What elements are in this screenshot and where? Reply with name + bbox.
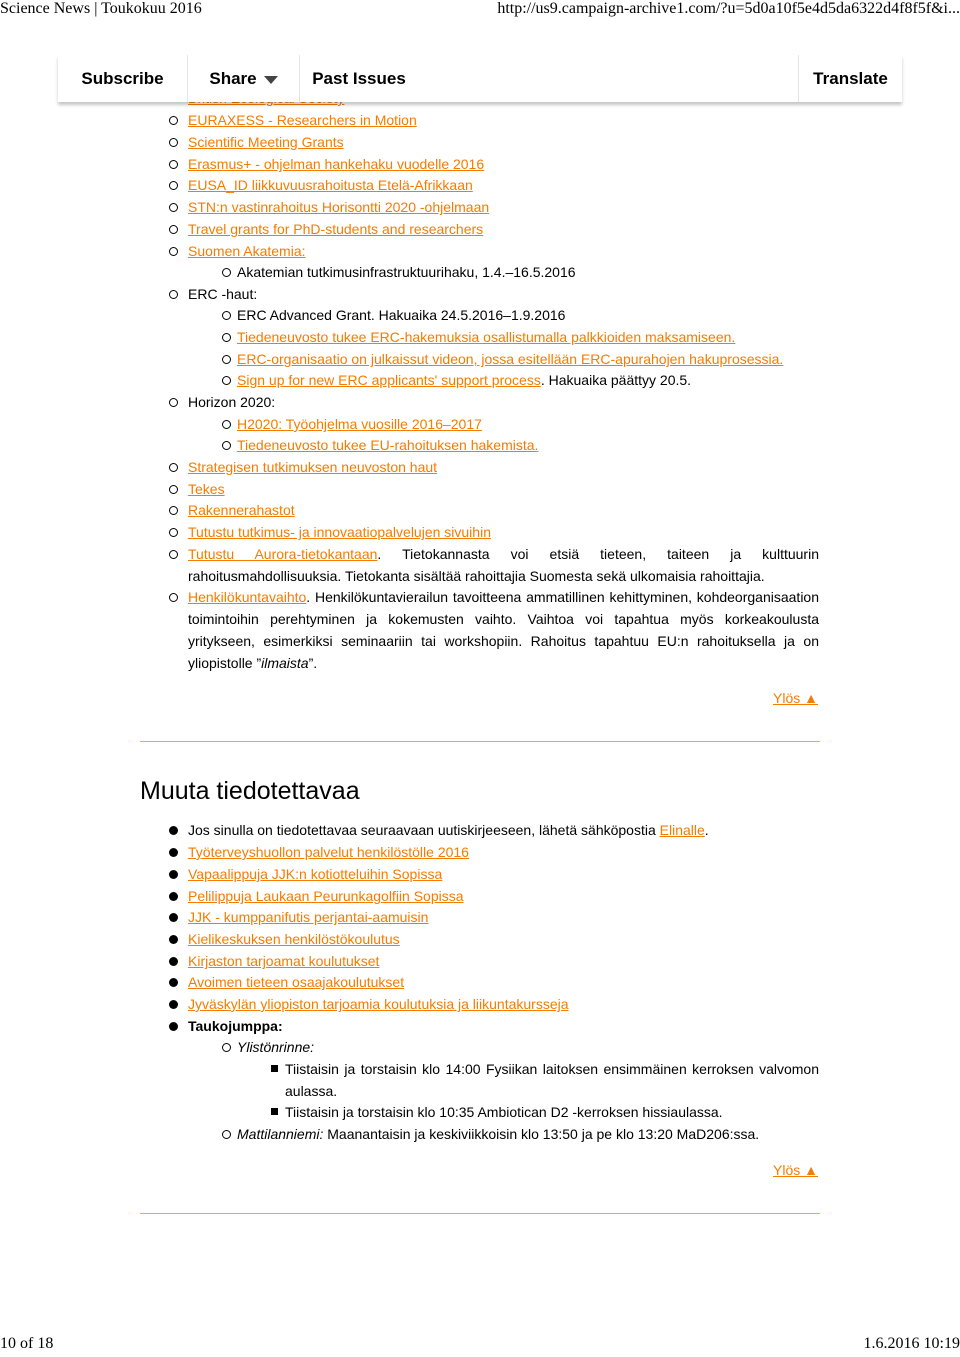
past-issues-label: Past Issues	[312, 68, 406, 88]
list-bullet	[169, 978, 178, 987]
erc-signup-text: . Hakuaika päättyy 20.5.	[540, 372, 692, 388]
section-divider	[140, 741, 820, 742]
staff-exchange-end: ”.	[308, 655, 318, 671]
list-bullet	[169, 116, 178, 125]
list-bullet	[169, 892, 178, 901]
past-issues-button[interactable]	[300, 55, 418, 102]
print-datetime: 1.6.2016 10:19	[863, 1335, 960, 1352]
list-bullet	[271, 1065, 278, 1072]
list-bullet	[271, 1108, 278, 1115]
list-bullet	[222, 1130, 231, 1139]
list-bullet	[169, 870, 178, 879]
funding-link-erasmus[interactable]: Erasmus+ - ohjelman hankehaku vuodelle 2016	[188, 156, 485, 172]
subscribe-button[interactable]	[58, 55, 188, 102]
aurora-link[interactable]: Tutustu Aurora-tietokantaan	[188, 546, 378, 562]
mattilanniemi-text: Maanantaisin ja keskiviikkoisin klo 13:50 ja pe klo 13:20 MaD206:ssa.	[323, 1126, 760, 1142]
horizon-label: Horizon 2020:	[188, 394, 276, 410]
print-page-title: Science News | Toukokuu 2016	[0, 0, 202, 17]
list-bullet	[169, 181, 178, 190]
mattilanniemi-label: Mattilanniemi:	[237, 1126, 324, 1142]
list-bullet	[169, 290, 178, 299]
erc-advanced-grant: ERC Advanced Grant. Hakuaika 24.5.2016–1.9.2016	[237, 307, 566, 323]
list-bullet	[169, 225, 178, 234]
contact-info-end: .	[704, 822, 709, 838]
contact-info-text: Jos sinulla on tiedotettavaa seuraavaan uutiskirjeeseen, lähetä sähköpostia	[188, 822, 660, 838]
list-bullet	[222, 420, 231, 429]
list-bullet	[169, 957, 178, 966]
akatemia-sub-item: Akatemian tutkimusinfrastruktuurihaku, 1.4.–16.5.2016	[237, 264, 576, 280]
funding-link-eusa[interactable]: EUSA_ID liikkuvuusrahoitusta Etelä-Afrikkaan	[188, 177, 473, 193]
list-bullet	[169, 485, 178, 494]
list-bullet	[169, 247, 178, 256]
erc-video-link[interactable]: ERC-organisaatio on julkaissut videon, jossa esitellään ERC-apurahojen hakuprosessia.	[237, 351, 784, 367]
muuta-link-tyoterveys[interactable]: Työterveyshuollon palvelut henkilöstölle 2016	[188, 844, 469, 860]
list-bullet	[169, 1022, 178, 1031]
list-bullet	[222, 333, 231, 342]
funding-link-stn[interactable]: STN:n vastinrahoitus Horisontti 2020 -ohjelmaan	[188, 199, 490, 215]
ylistonrinne-schedule-2: Tiistaisin ja torstaisin klo 10:35 Ambiotican D2 -kerroksen hissiaulassa.	[285, 1104, 723, 1120]
section-title-muuta: Muuta tiedotettavaa	[140, 777, 360, 805]
aurora-paragraph	[188, 543, 819, 587]
erc-signup-item	[237, 372, 691, 389]
list-bullet	[222, 268, 231, 277]
list-bullet	[222, 1043, 231, 1052]
tekes-link[interactable]: Tekes	[188, 481, 225, 497]
muuta-link-golf[interactable]: Pelilippuja Laukaan Peurunkagolfiin Sopissa	[188, 888, 464, 904]
list-bullet	[169, 398, 178, 407]
list-bullet	[169, 593, 178, 602]
muuta-link-kielikeskus[interactable]: Kielikeskuksen henkilöstökoulutus	[188, 931, 400, 947]
list-bullet	[169, 528, 178, 537]
print-footer	[0, 1335, 960, 1357]
list-bullet	[169, 913, 178, 922]
staff-exchange-link[interactable]: Henkilökuntavaihto	[188, 589, 307, 605]
elina-email-link[interactable]: Elinalle	[659, 822, 705, 838]
staff-exchange-italic: ilmaista	[261, 655, 309, 671]
erc-tiedeneuvosto-link[interactable]: Tiedeneuvosto tukee ERC-hakemuksia osallistumalla palkkioiden maksamiseen.	[237, 329, 736, 345]
muuta-link-jjk-tickets[interactable]: Vapaalippuja JJK:n kotiotteluihin Sopissa	[188, 866, 443, 882]
print-page-number: 10 of 18	[0, 1335, 54, 1352]
taukojumppa-label: Taukojumppa:	[188, 1018, 283, 1034]
list-bullet	[222, 311, 231, 320]
muuta-link-koulutukset[interactable]: Jyväskylän yliopiston tarjoamia koulutuksia ja liikuntakursseja	[188, 996, 569, 1012]
list-bullet	[169, 506, 178, 515]
list-bullet	[169, 203, 178, 212]
staff-exchange-text: . Henkilökuntavierailun tavoitteena ammatillinen kehittyminen, kohdeorganisaation toimintoihin perehtyminen ja kokemusten vaihto. Vaihtoa voi tapahtua myös korkeakoulusta yritykseen, esimerkiksi seminaariin tai workshopiin. Rahoitus tapahtuu EU:n rahoituksella ja on yliopistolle ”	[188, 589, 819, 671]
rakennerahastot-link[interactable]: Rakennerahastot	[188, 502, 295, 518]
translate-label: Translate	[813, 68, 888, 88]
list-bullet	[222, 441, 231, 450]
list-bullet	[169, 138, 178, 147]
ylistonrinne-label: Ylistönrinne:	[237, 1039, 315, 1055]
chevron-down-icon	[264, 76, 278, 84]
muuta-link-avoin-tiede[interactable]: Avoimen tieteen osaajakoulutukset	[188, 974, 405, 990]
list-bullet	[169, 550, 178, 559]
section-divider	[140, 1213, 820, 1214]
mattilanniemi-item	[237, 1126, 759, 1143]
muuta-link-kirjasto[interactable]: Kirjaston tarjoamat koulutukset	[188, 953, 380, 969]
list-bullet	[169, 160, 178, 169]
list-bullet	[169, 463, 178, 472]
list-bullet	[169, 935, 178, 944]
list-bullet	[169, 1000, 178, 1009]
archive-nav-bar	[58, 55, 902, 102]
muuta-link-kumppanifutis[interactable]: JJK - kumppanifutis perjantai-aamuisin	[188, 909, 429, 925]
contact-info-item	[188, 822, 709, 839]
print-url: http://us9.campaign-archive1.com/?u=5d0a10f5e4d5da6322d4f8f5f&i...	[497, 0, 960, 17]
aurora-text: . Tietokannasta voi etsiä tieteen, taiteen ja kulttuurin rahoitusmahdollisuuksia. Tietokanta sisältää rahoittajia Suomesta sekä ulkomaisia rahoittajia.	[188, 546, 819, 584]
back-to-top-link[interactable]: Ylös ▲	[773, 1162, 818, 1178]
funding-link-meeting-grants[interactable]: Scientific Meeting Grants	[188, 134, 344, 150]
h2020-tiedeneuvosto-link[interactable]: Tiedeneuvosto tukee EU-rahoituksen hakemista.	[237, 437, 539, 453]
print-header	[0, 0, 960, 22]
translate-button[interactable]	[798, 55, 902, 102]
funding-link-travel-grants[interactable]: Travel grants for PhD-students and researchers	[188, 221, 484, 237]
innovation-services-link[interactable]: Tutustu tutkimus- ja innovaatiopalvelujen sivuihin	[188, 524, 491, 540]
subscribe-label: Subscribe	[81, 68, 164, 88]
strategic-research-link[interactable]: Strategisen tutkimuksen neuvoston haut	[188, 459, 438, 475]
funding-link-euraxess[interactable]: EURAXESS - Researchers in Motion	[188, 112, 417, 128]
share-button[interactable]	[188, 55, 300, 102]
list-bullet	[169, 826, 178, 835]
list-bullet	[169, 848, 178, 857]
staff-exchange-paragraph	[188, 586, 819, 674]
back-to-top-link[interactable]: Ylös ▲	[773, 690, 818, 706]
h2020-workprogramme-link[interactable]: H2020: Työohjelma vuosille 2016–2017	[237, 416, 482, 432]
ylistonrinne-schedule-1: Tiistaisin ja torstaisin klo 14:00 Fysiikan laitoksen ensimmäinen kerroksen valvomon aulassa.	[285, 1061, 819, 1099]
list-bullet	[222, 355, 231, 364]
erc-label: ERC -haut:	[188, 286, 258, 302]
share-label: Share	[209, 68, 257, 88]
erc-signup-link[interactable]: Sign up for new ERC applicants' support process	[237, 372, 541, 388]
funding-link-akatemia[interactable]: Suomen Akatemia:	[188, 243, 306, 259]
list-bullet	[222, 376, 231, 385]
